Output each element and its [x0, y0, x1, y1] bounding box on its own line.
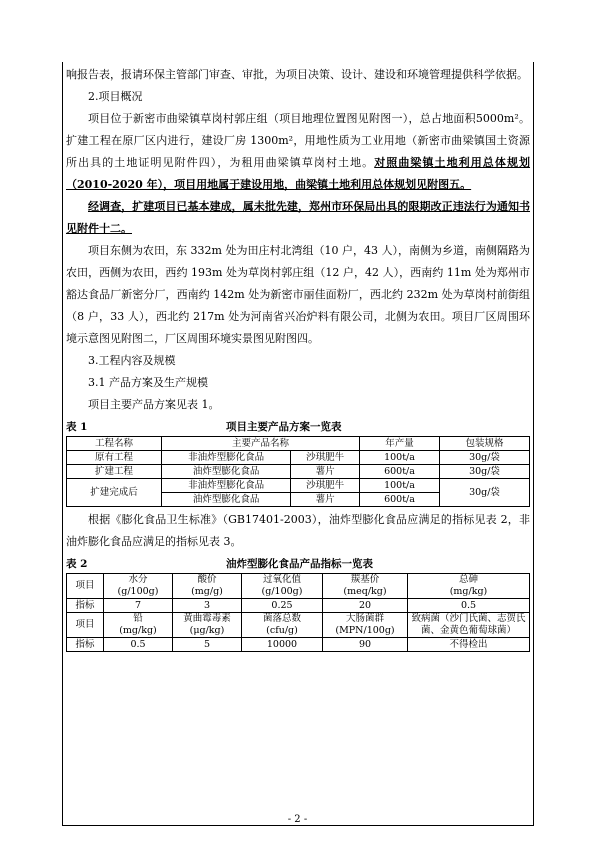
table-cell: 30g/袋: [440, 465, 530, 479]
table-cell: 扩建工程: [67, 465, 162, 479]
table-cell: 总砷 (mg/kg): [408, 574, 530, 599]
table1-caption: [66, 418, 530, 436]
table-cell: 0.5: [408, 599, 530, 613]
paragraph-4: 项目东侧为农田，东 332m 处为田庄村北湾组（10 户，43 人），南侧为乡道，南侧隔路为农田，西侧为农田，西约 193m 处为草岗村郭庄组（12 户，42 人），西南约 11m 处为郑州市豁达食品厂新密分厂，西南约 142m 处为新密市丽佳面粉厂，西北约 232m 处为草岗村前街组（8 户，33 人），西北约 217m 处为河南省兴冶炉料有限公司，北侧为农田。项目厂区周围环境示意图见附图二，厂区周围环境实景图见附图四。: [66, 244, 530, 345]
table-cell: 黄曲霉毒素 (μg/kg): [173, 613, 242, 638]
table1-title: 项目主要产品方案一览表: [226, 421, 342, 433]
paragraph-1: 响报告表，报请环保主管部门审查、审批，为项目决策、设计、建设和环境管理提供科学依据。: [66, 68, 528, 81]
table-row: [67, 613, 530, 638]
table2-caption: [66, 555, 530, 573]
table2: [66, 573, 530, 652]
table-cell: 指标: [67, 638, 104, 652]
page-number: - 2 -: [287, 814, 308, 825]
heading-2: 2.项目概况: [88, 90, 143, 103]
paragraph-6: 根据《膨化食品卫生标准》（GB17401-2003），油炸型膨化食品应满足的指标见表 2，非油炸膨化食品应满足的指标见表 3。: [66, 513, 530, 548]
table-cell: 100t/a: [360, 479, 440, 493]
table-cell: 油炸型膨化食品: [162, 465, 291, 479]
heading-3: 3.工程内容及规模: [88, 354, 176, 367]
table-cell: 项目: [67, 613, 104, 638]
table1-number: 表 1: [66, 421, 88, 433]
table-cell: 600t/a: [360, 493, 440, 507]
table-row: [67, 451, 530, 465]
table-cell: 0.5: [104, 638, 173, 652]
table-cell: 90: [323, 638, 408, 652]
table-cell: 水分 (g/100g): [104, 574, 173, 599]
paragraph-2-text: 项目位于新密市曲梁镇草岗村郭庄组（项目地理位置图见附图一），总占地面积5000m²。扩建工程在原厂区内进行，建设厂房 1300m²，用地性质为工业用地（新密市曲梁镇国土资源所出具的土地证明见附件四），为租用曲梁镇草岗村土地。: [66, 112, 530, 169]
table-cell: 羰基价 (meq/kg): [323, 574, 408, 599]
table-cell: 100t/a: [360, 451, 440, 465]
table-cell: 7: [104, 599, 173, 613]
table-cell: 0.25: [242, 599, 323, 613]
table-cell: 扩建完成后: [67, 479, 162, 507]
table1: [66, 436, 530, 507]
paragraph-3: 经调查，扩建项目已基本建成，属未批先建，郑州市环保局出具的限期改正违法行为通知书见附件十二。: [66, 200, 530, 235]
table-cell: 20: [323, 599, 408, 613]
table-row: [67, 574, 530, 599]
table2-title: 油炸型膨化食品产品指标一览表: [226, 558, 373, 570]
table-cell: 5: [173, 638, 242, 652]
paragraph-5: 项目主要产品方案见表 1。: [88, 398, 220, 411]
table-cell: 铅 (mg/kg): [104, 613, 173, 638]
paragraph-2: [66, 108, 530, 196]
table-cell: 600t/a: [360, 465, 440, 479]
table-cell: 沙琪肥牛: [291, 451, 360, 465]
table-cell: 原有工程: [67, 451, 162, 465]
table-cell: 薯片: [291, 465, 360, 479]
table-cell: 薯片: [291, 493, 360, 507]
table-row: [67, 638, 530, 652]
table-row: [67, 479, 530, 493]
table-cell: 大肠菌群 (MPN/100g): [323, 613, 408, 638]
table-cell: 致病菌（沙门氏菌、志贺氏菌、金黄色葡萄球菌）: [408, 613, 530, 638]
heading-3-1: 3.1 产品方案及生产规模: [88, 376, 208, 389]
table-cell: 包装规格: [440, 437, 530, 451]
table-cell: 过氧化值 (g/100g): [242, 574, 323, 599]
table-cell: 30g/袋: [440, 479, 530, 507]
table-row: [67, 465, 530, 479]
table-cell: 指标: [67, 599, 104, 613]
table-cell: 30g/袋: [440, 451, 530, 465]
table-row: [67, 599, 530, 613]
table-cell: 不得检出: [408, 638, 530, 652]
table-cell: 10000: [242, 638, 323, 652]
table2-number: 表 2: [66, 558, 88, 570]
table-cell: 非油炸型膨化食品: [162, 451, 291, 465]
page-content: [66, 64, 530, 652]
table-cell: 3: [173, 599, 242, 613]
table-row: [67, 437, 530, 451]
table-cell: 工程名称: [67, 437, 162, 451]
table-cell: 年产量: [360, 437, 440, 451]
table-cell: 酸价 (mg/g): [173, 574, 242, 599]
table-cell: 项目: [67, 574, 104, 599]
table-cell: 油炸型膨化食品: [162, 493, 291, 507]
table-cell: 非油炸型膨化食品: [162, 479, 291, 493]
table-cell: 菌落总数 (cfu/g): [242, 613, 323, 638]
paragraph-2-highlight: 对照曲梁镇土地利用总体规划（2010-2020 年），项目用地属于建设用地，曲梁镇土地利用总体规划见附图五。: [66, 156, 531, 191]
table-cell: 主要产品名称: [162, 437, 360, 451]
table-cell: 沙琪肥牛: [291, 479, 360, 493]
